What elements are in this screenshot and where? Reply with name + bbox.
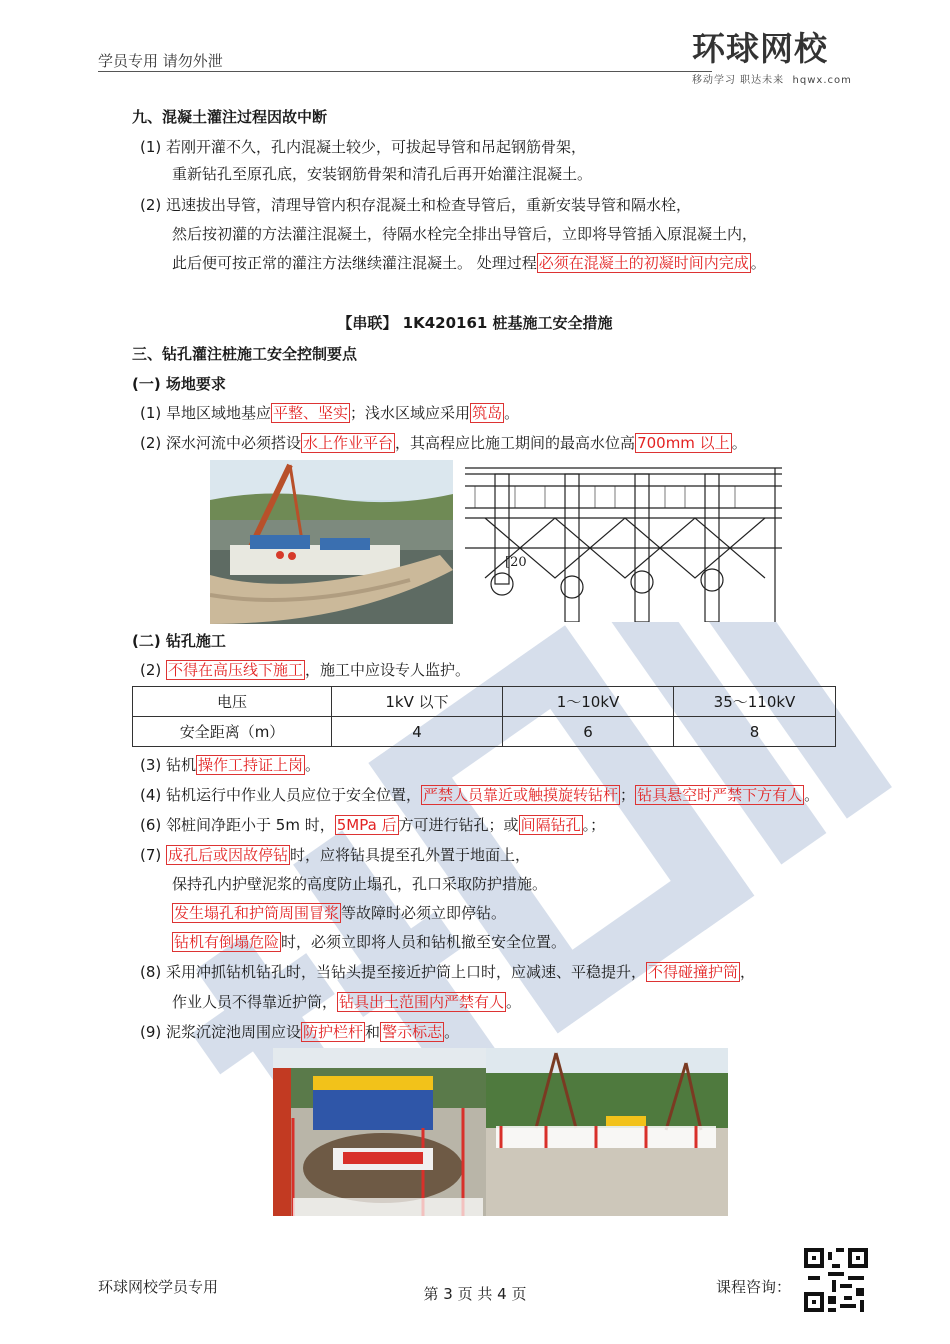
table-row: [133, 717, 836, 747]
header-divider: [98, 71, 712, 72]
emphasis-no-touch-rod: 严禁人员靠近或触摸旋转钻杆: [423, 786, 619, 804]
emphasis-700mm: 700mm 以上: [637, 434, 730, 452]
drilling-item-7-line4: 钻机有倒塌危险 时，必须立即将人员和钻机撤至安全位置。: [174, 933, 567, 951]
brand-logo: [692, 30, 867, 90]
section-9-p2-line2: 然后按初灌的方法灌注混凝土，待隔水栓完全排出导管后，立即将导管插入原混凝土内，: [172, 225, 758, 243]
drilling-item-8-line2: 作业人员不得靠近护筒， 钻具出土范围内严禁有人 。: [172, 993, 522, 1011]
footer-consult: 课程咨询：: [716, 1278, 792, 1296]
emphasis-island: 筑岛: [472, 404, 503, 422]
emphasis-flat-solid: 平整、坚实: [273, 404, 349, 422]
emphasis-rig-topple: 钻机有倒塌危险: [174, 933, 280, 951]
emphasis-collapse: 发生塌孔和护筒周围冒浆: [174, 904, 340, 922]
emphasis-water-platform: 水上作业平台: [303, 434, 394, 452]
header-confidential-text: 学员专用 请勿外泄: [98, 52, 223, 70]
section-3-title: 三、钻孔灌注桩施工安全控制要点: [132, 345, 358, 363]
table-header-cell: 35～110kV: [674, 687, 836, 717]
safety-distance-table: [132, 686, 836, 747]
diagram-trestle-platform: [465, 462, 782, 622]
drilling-item-3: (3) 钻机 操作工持证上岗 。: [140, 756, 321, 774]
section-9-p2-line3: 此后便可按正常的灌注方法继续灌注混凝土。 处理过程 必须在混凝土的初凝时间内完成 。: [172, 254, 766, 272]
drilling-item-2: (2) 不得在高压线下施工 ，施工中应设专人监护。: [140, 661, 471, 679]
emphasis-after-hole: 成孔后或因故停钻: [168, 846, 289, 864]
drilling-item-6: (6) 邻桩间净距小于 5m 时， 5MPa 后 方可进行钻孔；或 间隔钻孔 。；: [140, 816, 606, 834]
drilling-item-7-line3: 发生塌孔和护筒周围冒浆 等故障时必须立即停钻。: [174, 904, 507, 922]
emphasis-guardrail: 防护栏杆: [303, 1023, 364, 1041]
drilling-item-7: (7) 成孔后或因故停钻 时，应将钻具提至孔外置于地面上，: [140, 846, 531, 864]
emphasis-interval-drilling: 间隔钻孔: [520, 816, 581, 834]
drilling-item-8: (8) 采用冲抓钻机钻孔时，当钻头提至接近护筒上口时，应减速、平稳提升， 不得碰撞护筒 ，: [140, 963, 756, 981]
emphasis-warning-sign: 警示标志: [382, 1023, 443, 1041]
logo-text: 环球网校: [692, 29, 828, 68]
emphasis-no-one-spoil-area: 钻具出土范围内严禁有人: [339, 993, 505, 1011]
photo-mud-pit-fence-1: [273, 1048, 486, 1216]
section-9-p2-line1: (2) 迅速拔出导管，清理导管内积存混凝土和检查导管后，重新安装导管和隔水栓，: [140, 196, 692, 214]
emphasis-certified-operator: 操作工持证上岗: [198, 756, 304, 774]
subsection-drilling: (二) 钻孔施工: [132, 632, 226, 650]
section-9-p1-line2: 重新钻孔至原孔底，安装钢筋骨架和清孔后再开始灌注混凝土。: [172, 165, 593, 183]
series-title: 【串联】 1K420161 桩基施工安全措施: [337, 314, 613, 332]
site-req-2: (2) 深水河流中必须搭设 水上作业平台 ，其高程应比施工期间的最高水位高 700mm 以上 。: [140, 434, 747, 452]
qr-code-icon: [804, 1248, 868, 1312]
page-number: 第 3 页 共 4 页: [423, 1285, 527, 1303]
table-header-cell: 电压: [133, 687, 332, 717]
photo-mud-pit-fence-2: [486, 1048, 728, 1216]
photo-water-platform: [210, 460, 453, 624]
table-cell: 8: [674, 717, 836, 747]
emphasis-no-one-below: 钻具悬空时严禁下方有人: [637, 786, 803, 804]
table-header-cell: 1～10kV: [503, 687, 674, 717]
table-header-row: [133, 687, 836, 717]
section-9-title: 九、混凝土灌注过程因故中断: [132, 108, 328, 126]
table-cell: 4: [332, 717, 503, 747]
table-header-cell: 1kV 以下: [332, 687, 503, 717]
emphasis-5mpa: 5MPa 后: [336, 816, 397, 834]
logo-subtitle: 移动学习 职达未来 hqwx.com: [692, 75, 852, 86]
table-cell: 安全距离（m）: [133, 717, 332, 747]
emphasis-no-hit-casing: 不得碰撞护筒: [648, 963, 739, 981]
footer-left: 环球网校学员专用: [98, 1278, 219, 1296]
section-9-p1-line1: (1) 若刚开灌不久，孔内混凝土较少，可拔起导管和吊起钢筋骨架，: [140, 138, 587, 156]
drilling-item-4: (4) 钻机运行中作业人员应位于安全位置， 严禁人员靠近或触摸旋转钻杆 ； 钻具悬空时严禁下方有人 。: [140, 786, 820, 804]
site-req-1: (1) 旱地区域地基应 平整、坚实 ；浅水区域应采用 筑岛 。: [140, 404, 520, 422]
diagram-label: [20: [505, 555, 527, 570]
subsection-site-requirements: (一) 场地要求: [132, 375, 226, 393]
table-cell: 6: [503, 717, 674, 747]
emphasis-initial-set-time: 必须在混凝土的初凝时间内完成: [538, 254, 749, 272]
drilling-item-9: (9) 泥浆沉淀池周围应设 防护栏杆 和 警示标志 。: [140, 1023, 460, 1041]
emphasis-no-highvoltage: 不得在高压线下施工: [168, 661, 304, 679]
drilling-item-7-line2: 保持孔内护壁泥浆的高度防止塌孔，孔口采取防护措施。: [172, 875, 548, 893]
